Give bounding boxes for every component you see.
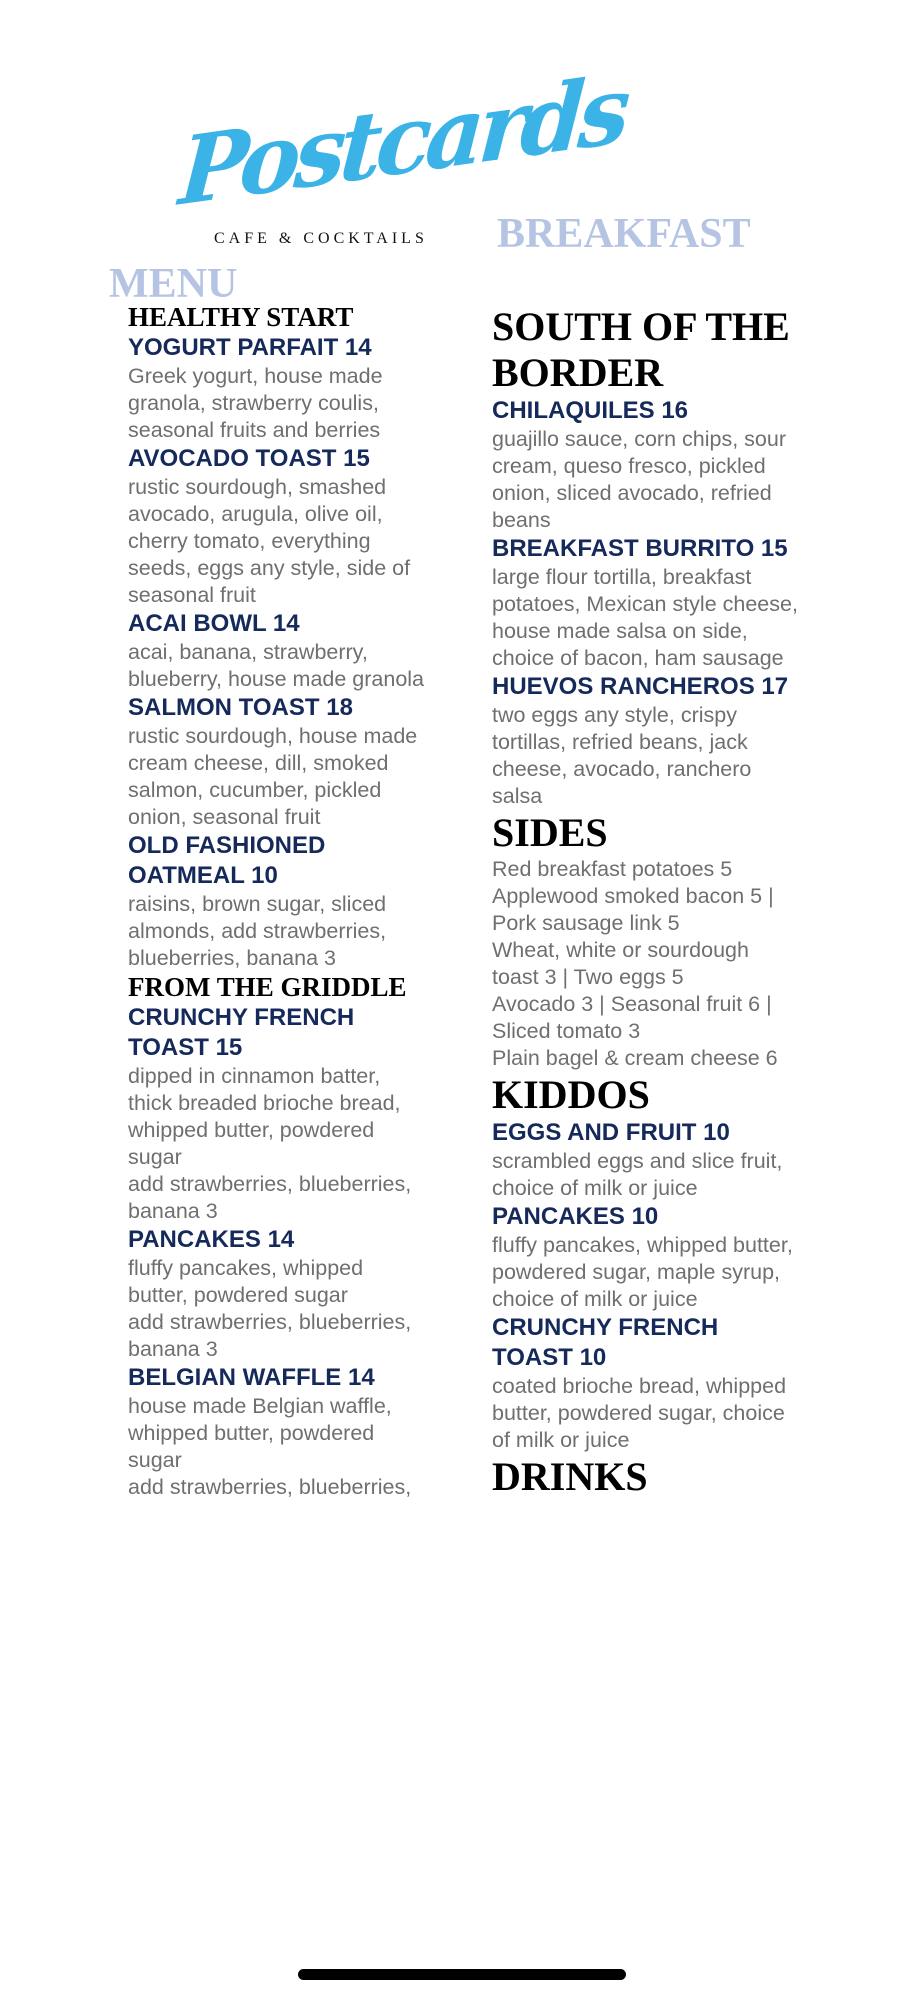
sides-line: toast 3 | Two eggs 5 bbox=[492, 965, 684, 989]
menu-item-desc-line: house made salsa on side, bbox=[492, 619, 748, 643]
section-title: HEALTHY START bbox=[128, 302, 354, 332]
menu-item-desc-line: granola, strawberry coulis, bbox=[128, 391, 379, 415]
menu-item-desc-line: tortillas, refried beans, jack bbox=[492, 730, 748, 754]
menu-item-desc-line: choice of milk or juice bbox=[492, 1176, 698, 1200]
menu-item-desc-line: fluffy pancakes, whipped butter, bbox=[492, 1233, 793, 1257]
menu-item-desc-line: seeds, eggs any style, side of bbox=[128, 556, 411, 580]
menu-item-desc-line: choice of milk or juice bbox=[492, 1287, 698, 1311]
section-drinks bbox=[492, 1454, 837, 1500]
menu-item-name: PANCAKES 14 bbox=[128, 1226, 295, 1253]
menu-item-desc-line: potatoes, Mexican style cheese, bbox=[492, 592, 798, 616]
menu-item-desc-line: add strawberries, blueberries, bbox=[128, 1475, 412, 1499]
menu-item-desc-line: rustic sourdough, house made bbox=[128, 724, 418, 748]
menu-item bbox=[492, 1202, 837, 1313]
sides-line: Wheat, white or sourdough bbox=[492, 938, 749, 962]
menu-item-name: AVOCADO TOAST 15 bbox=[128, 445, 370, 472]
menu-item-desc-line: Greek yogurt, house made bbox=[128, 364, 383, 388]
menu-item-name-line: TOAST 15 bbox=[128, 1034, 243, 1061]
menu-item-name: SALMON TOAST 18 bbox=[128, 694, 353, 721]
menu-item-desc-line: acai, banana, strawberry, bbox=[128, 640, 368, 664]
menu-item-desc-line: banana 3 bbox=[128, 1199, 218, 1223]
menu-item-desc-line: sugar bbox=[128, 1145, 182, 1169]
sides-line: Avocado 3 | Seasonal fruit 6 | bbox=[492, 992, 772, 1016]
menu-item-desc-line: seasonal fruit bbox=[128, 583, 256, 607]
menu-item-desc-line: onion, sliced avocado, refried bbox=[492, 481, 772, 505]
menu-item-desc-line: beans bbox=[492, 508, 551, 532]
menu-item-desc-line: blueberry, house made granola bbox=[128, 667, 425, 691]
section-south-of-the-border bbox=[492, 304, 837, 810]
menu-item-name: PANCAKES 10 bbox=[492, 1203, 659, 1230]
menu-item-desc-line: seasonal fruits and berries bbox=[128, 418, 381, 442]
section-title-line: SOUTH OF THE bbox=[492, 304, 790, 349]
menu-item bbox=[492, 396, 837, 534]
menu-item-desc-line: house made Belgian waffle, bbox=[128, 1394, 392, 1418]
menu-item bbox=[128, 333, 460, 444]
menu-item bbox=[492, 672, 837, 810]
menu-item-desc-line: raisins, brown sugar, sliced bbox=[128, 892, 387, 916]
home-indicator[interactable] bbox=[298, 1969, 626, 1980]
menu-item-desc-line: scrambled eggs and slice fruit, bbox=[492, 1149, 783, 1173]
postcards-logo bbox=[172, 54, 629, 250]
menu-item bbox=[128, 1003, 460, 1225]
menu-item bbox=[492, 1313, 837, 1454]
menu-item-desc-line: dipped in cinnamon batter, bbox=[128, 1064, 381, 1088]
logo-script-text: Postcards bbox=[176, 54, 629, 227]
menu-item-desc-line: blueberries, banana 3 bbox=[128, 946, 336, 970]
section-title-line: BORDER bbox=[492, 350, 664, 395]
menu-item-desc-line: add strawberries, blueberries, bbox=[128, 1172, 412, 1196]
menu-item-name-line: TOAST 10 bbox=[492, 1344, 607, 1371]
menu-item-desc-line: large flour tortilla, breakfast bbox=[492, 565, 752, 589]
menu-item-name: EGGS AND FRUIT 10 bbox=[492, 1119, 730, 1146]
section-from-the-griddle bbox=[128, 972, 460, 1501]
sides-line: Sliced tomato 3 bbox=[492, 1019, 641, 1043]
menu-item-desc-line: avocado, arugula, olive oil, bbox=[128, 502, 383, 526]
menu-item-desc-line: cheese, avocado, ranchero bbox=[492, 757, 752, 781]
logo-subtitle: CAFE & COCKTAILS bbox=[214, 230, 428, 247]
breakfast-heading: BREAKFAST bbox=[497, 211, 751, 257]
menu-item-desc-line: salsa bbox=[492, 784, 543, 808]
menu-item-desc-line: of milk or juice bbox=[492, 1428, 630, 1452]
menu-item-name-line: OLD FASHIONED bbox=[128, 832, 326, 859]
menu-item-desc-line: powdered sugar, maple syrup, bbox=[492, 1260, 781, 1284]
sides-line: Applewood smoked bacon 5 | bbox=[492, 884, 774, 908]
menu-item bbox=[128, 1363, 460, 1501]
menu-item bbox=[492, 1118, 837, 1202]
menu-item bbox=[128, 444, 460, 609]
section-healthy-start bbox=[128, 302, 460, 972]
menu-item-desc-line: sugar bbox=[128, 1448, 182, 1472]
menu-item-name: HUEVOS RANCHEROS 17 bbox=[492, 673, 789, 700]
menu-item-desc-line: add strawberries, blueberries, bbox=[128, 1310, 412, 1334]
menu-item-desc-line: guajillo sauce, corn chips, sour bbox=[492, 427, 786, 451]
menu-item-name: BELGIAN WAFFLE 14 bbox=[128, 1364, 375, 1391]
menu-item-desc-line: whipped butter, powdered bbox=[128, 1118, 375, 1142]
menu-item-desc-line: almonds, add strawberries, bbox=[128, 919, 387, 943]
menu-item-desc-line: cherry tomato, everything bbox=[128, 529, 371, 553]
menu-item-desc-line: butter, powdered sugar bbox=[128, 1283, 348, 1307]
menu-item-name: BREAKFAST BURRITO 15 bbox=[492, 535, 788, 562]
menu-item-desc-line: salmon, cucumber, pickled bbox=[128, 778, 382, 802]
menu-item-desc-line: butter, powdered sugar, choice bbox=[492, 1401, 785, 1425]
menu-item-desc-line: coated brioche bread, whipped bbox=[492, 1374, 787, 1398]
menu-item-desc-line: thick breaded brioche bread, bbox=[128, 1091, 401, 1115]
section-sides bbox=[492, 810, 837, 1072]
menu-item bbox=[492, 534, 837, 672]
menu-item-name-line: CRUNCHY FRENCH bbox=[128, 1004, 355, 1031]
sides-line: Pork sausage link 5 bbox=[492, 911, 680, 935]
sides-line: Plain bagel & cream cheese 6 bbox=[492, 1046, 778, 1070]
section-kiddos bbox=[492, 1072, 837, 1454]
menu-item-desc-line: banana 3 bbox=[128, 1337, 218, 1361]
menu-item-name-line: OATMEAL 10 bbox=[128, 862, 278, 889]
menu-heading: MENU bbox=[109, 261, 238, 307]
menu-item-desc-line: choice of bacon, ham sausage bbox=[492, 646, 784, 670]
section-title: KIDDOS bbox=[492, 1072, 650, 1117]
menu-item bbox=[128, 609, 460, 693]
menu-item-name-line: CRUNCHY FRENCH bbox=[492, 1314, 719, 1341]
menu-item-name: CHILAQUILES 16 bbox=[492, 397, 689, 424]
menu-item-name: ACAI BOWL 14 bbox=[128, 610, 300, 637]
menu-item-desc-line: whipped butter, powdered bbox=[128, 1421, 375, 1445]
menu-item-desc-line: rustic sourdough, smashed bbox=[128, 475, 387, 499]
sides-line: Red breakfast potatoes 5 bbox=[492, 857, 733, 881]
menu-item-desc-line: fluffy pancakes, whipped bbox=[128, 1256, 364, 1280]
menu-item-desc-line: two eggs any style, crispy bbox=[492, 703, 737, 727]
menu-column-left bbox=[128, 302, 460, 1505]
section-title: SIDES bbox=[492, 810, 608, 855]
menu-item-name: YOGURT PARFAIT 14 bbox=[128, 334, 372, 361]
menu-item bbox=[128, 831, 460, 972]
menu-item-desc-line: onion, seasonal fruit bbox=[128, 805, 321, 829]
section-title: DRINKS bbox=[492, 1454, 648, 1499]
menu-column-right bbox=[492, 304, 837, 1500]
section-title: FROM THE GRIDDLE bbox=[128, 972, 407, 1002]
menu-item bbox=[128, 1225, 460, 1363]
menu-item-desc-line: cream cheese, dill, smoked bbox=[128, 751, 389, 775]
menu-item bbox=[128, 693, 460, 831]
menu-item-desc-line: cream, queso fresco, pickled bbox=[492, 454, 766, 478]
